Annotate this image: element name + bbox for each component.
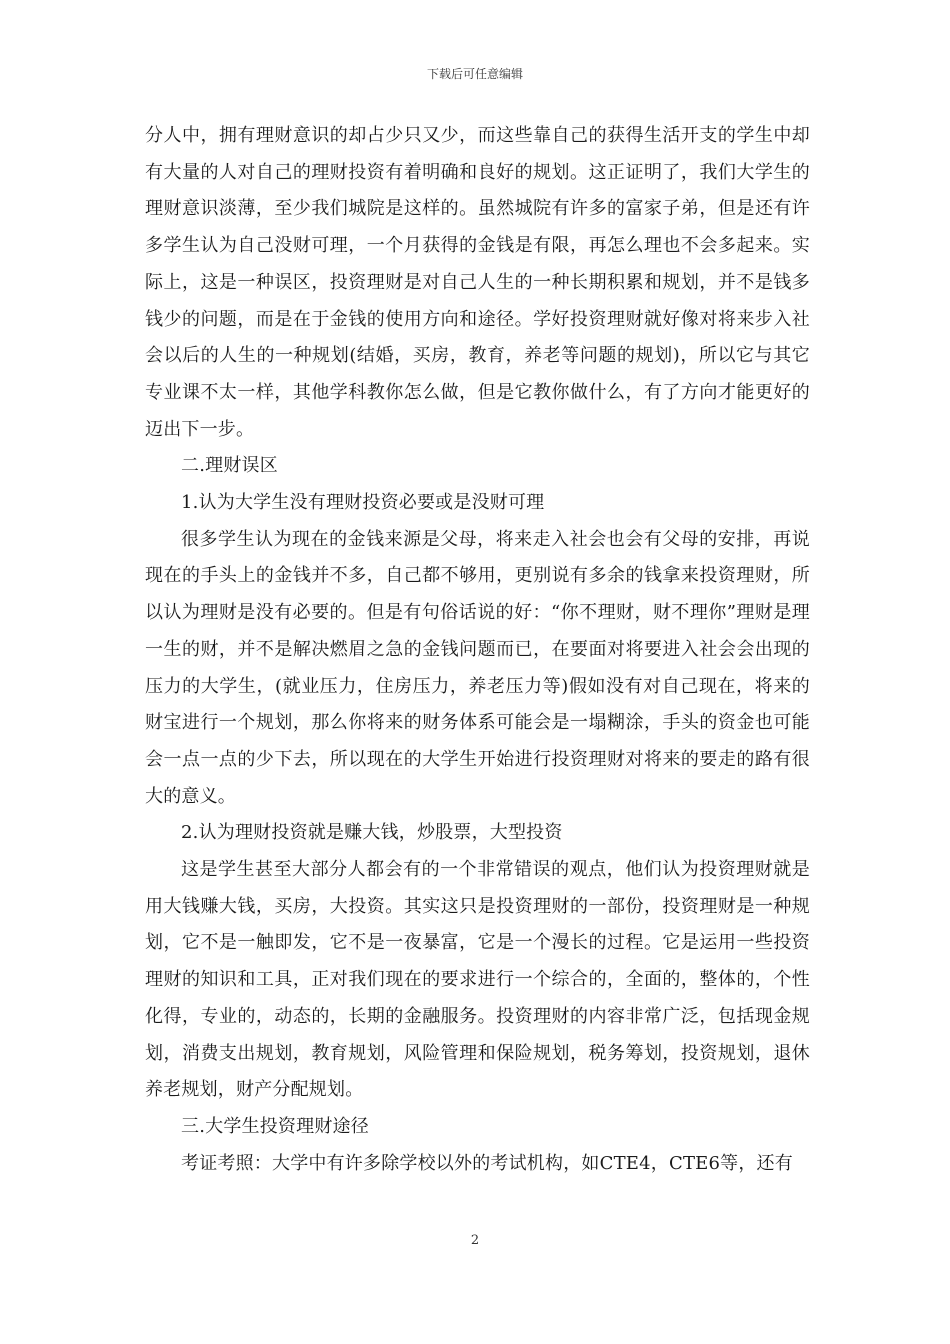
page-number: 2 [470,1233,480,1248]
body-text [145,118,810,1182]
subheading-2-1: 1.认为大学生没有理财投资必要或是没财可理 [181,492,545,514]
paragraph-continued: 分人中，拥有理财意识的却占少只又少，而这些靠自己的获得生活开支的学生中却有大量的人对自己的理财投资有着明确和良好的规划。这正证明了，我们大学生的理财意识淡薄，至少我们城院是这样的。虽然城院有许多的富家子弟，但是还有许多学生认为自己没财可理，一个月获得的金钱是有限，再怎么理也不会多起来。实际上，这是一种误区，投资理财是对自己人生的一种长期积累和规划，并不是钱多钱少的问题，而是在于金钱的使用方向和途径。学好投资理财就好像对将来步入社会以后的人生的一种规划(结婚，买房，教育，养老等问题的规划)，所以它与其它专业课不太一样，其他学科教你怎么做，但是它教你做什么，有了方向才能更好的迈出下一步。 [145,125,810,440]
paragraph-2-2: 这是学生甚至大部分人都会有的一个非常错误的观点，他们认为投资理财就是用大钱赚大钱，买房，大投资。其实这只是投资理财的一部份，投资理财是一种规划，它不是一触即发，它不是一夜暴富，它是一个漫长的过程。它是运用一些投资理财的知识和工具，正对我们现在的要求进行一个综合的，全面的，整体的，个性化得，专业的，动态的，长期的金融服务。投资理财的内容非常广泛，包括现金规划，消费支出规划，教育规划，风险管理和保险规划，税务筹划，投资规划，退休养老规划，财产分配规划。 [145,859,810,1101]
section-heading-2: 二.理财误区 [181,455,278,477]
subheading-2-2: 2.认为理财投资就是赚大钱，炒股票，大型投资 [181,822,563,844]
paragraph-3-start: 考证考照：大学中有许多除学校以外的考试机构，如CTE4，CTE6等，还有 [181,1152,793,1174]
paragraph-2-1: 很多学生认为现在的金钱来源是父母，将来走入社会也会有父母的安排，再说现在的手头上的金钱并不多，自己都不够用，更别说有多余的钱拿来投资理财，所以认为理财是没有必要的。但是有句俗话说的好：“你不理财，财不理你”理财是理一生的财，并不是解决燃眉之急的金钱问题而已，在要面对将要进入社会会出现的压力的大学生，(就业压力，住房压力，养老压力等)假如没有对自己现在，将来的财宝进行一个规划，那么你将来的财务体系可能会是一塌糊涂，手头的资金也可能会一点一点的少下去，所以现在的大学生开始进行投资理财对将来的要走的路有很大的意义。 [145,528,810,807]
page-header: 下载后可任意编辑 [426,67,523,81]
section-heading-3: 三.大学生投资理财途径 [181,1115,369,1137]
